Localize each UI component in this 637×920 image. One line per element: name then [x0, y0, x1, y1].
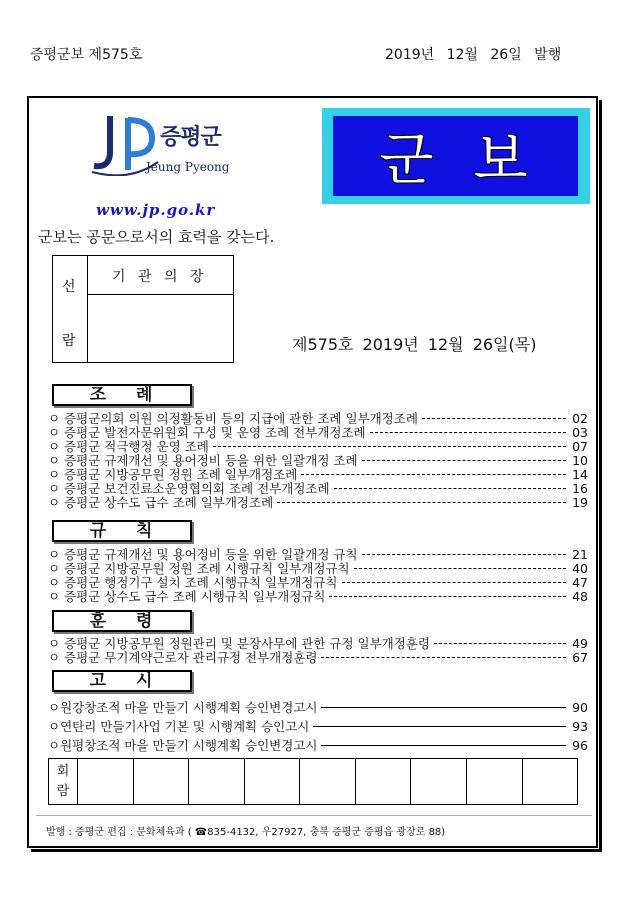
toc-label: ㅇ 증평군 보건진료소운영협의회 조례 전부개정조례	[48, 481, 330, 496]
toc-row[interactable]	[48, 650, 588, 664]
leader	[313, 726, 566, 727]
toc-label: ㅇ 증평군 적극행정 운영 조례	[48, 439, 209, 454]
toc-page: 93	[572, 718, 588, 734]
leader	[277, 502, 566, 503]
leader	[334, 488, 566, 489]
review-cell	[299, 759, 355, 804]
review-cell	[355, 759, 411, 804]
leader	[301, 474, 566, 475]
circulation-label-1: 선	[62, 279, 76, 295]
toc-page: 16	[572, 480, 588, 496]
toc-row[interactable]	[48, 589, 588, 603]
leader	[213, 446, 566, 447]
logo-subtitle: Jeung Pyeong	[146, 160, 230, 174]
review-cell	[188, 759, 244, 804]
toc-page: 40	[572, 560, 588, 576]
gazette-title: 군보	[379, 128, 568, 193]
leader	[321, 707, 566, 708]
review-cell	[77, 759, 133, 804]
website-link[interactable]: www.jp.go.kr	[96, 201, 216, 219]
toc-label: ㅇ 증평군 규제개선 및 용어정비 등을 위한 일괄개정 조례	[48, 453, 358, 468]
toc-page: 90	[572, 699, 588, 715]
review-table	[48, 758, 578, 805]
toc-label: ㅇ 증평군 지방공무원 정원 조례 시행규칙 일부개정규칙	[48, 561, 350, 576]
toc-page: 02	[572, 410, 588, 426]
toc-row[interactable]	[48, 738, 588, 752]
circulation-label-2: 람	[62, 333, 76, 349]
toc-label: ㅇ 증평군 행정기구 설치 조례 시행규칙 일부개정규칙	[48, 575, 338, 590]
review-cell	[133, 759, 189, 804]
toc-page: 07	[572, 438, 588, 454]
toc-label: ㅇ 증평군 지방공무원 정원 조례 일부개정조례	[48, 467, 298, 482]
section-notices: 고 시	[52, 670, 192, 692]
leader	[434, 643, 566, 644]
section-directives: 훈 령	[52, 610, 192, 632]
toc-label: ㅇ 증평군 지방공무원 정원관리 및 분장사무에 관한 규정 일부개정훈령	[48, 636, 430, 651]
footer-separator	[36, 815, 592, 816]
section-rules: 규 칙	[52, 520, 192, 542]
toc-page: 96	[572, 737, 588, 753]
toc-page: 03	[572, 424, 588, 440]
circulation-head: 기 관 의 장	[112, 269, 208, 285]
logo-name: 증평군	[160, 125, 221, 150]
toc-row[interactable]	[48, 719, 588, 733]
toc-label: ㅇ 증평군 무기계약근로자 관리규정 전부개정훈령	[48, 650, 318, 665]
toc-label: ㅇ원강창조적 마을 만들기 시행계획 승인변경고시	[48, 700, 318, 715]
toc-label: ㅇ 증평군 규제개선 및 용어정비 등을 위한 일괄개정 규칙	[48, 547, 358, 562]
section-ordinance: 조 례	[52, 384, 192, 406]
toc-label: ㅇ원평창조적 마을 만들기 시행계획 승인변경고시	[48, 738, 318, 753]
leader	[422, 418, 566, 419]
toc-page: 47	[572, 574, 588, 590]
footer-publisher: 발행 : 증평군 편집 : 문화체육과 ( ☎835-4132, 우27927, 충북 증평군 증평읍 광장로 88)	[46, 827, 446, 838]
toc-row[interactable]	[48, 495, 588, 509]
review-cell	[410, 759, 466, 804]
review-cell	[522, 759, 578, 804]
leader	[362, 554, 566, 555]
leader	[370, 432, 566, 433]
toc-page: 10	[572, 452, 588, 468]
issue-info: 제575호 2019년 12월 26일(목)	[292, 335, 537, 354]
publish-date: 2019년 12월 26일 발행	[385, 47, 562, 63]
toc-label: ㅇ 증평군의회 의원 의정활동비 등의 지급에 관한 조례 일부개정조례	[48, 411, 418, 426]
toc-label: ㅇ 증평군 발전자문위원회 구성 및 운영 조례 전부개정조례	[48, 425, 366, 440]
toc-label: ㅇ 증평군 상수도 급수 조례 일부개정조례	[48, 495, 274, 510]
toc-page: 19	[572, 494, 588, 510]
leader	[321, 745, 566, 746]
toc-label: ㅇ 증평군 상수도 급수 조례 시행규칙 일부개정규칙	[48, 589, 326, 604]
leader	[321, 657, 566, 658]
review-label-2: 람	[56, 783, 70, 799]
toc-page: 49	[572, 635, 588, 651]
leader	[362, 460, 566, 461]
toc-page: 67	[572, 649, 588, 665]
review-label	[49, 759, 77, 804]
notice-text: 군보는 공문으로서의 효력을 갖는다.	[38, 228, 275, 246]
review-cell	[466, 759, 522, 804]
toc-row[interactable]	[48, 700, 588, 714]
toc-page: 48	[572, 588, 588, 604]
gazette-number: 증평군보 제575호	[30, 47, 143, 63]
review-label-1: 회	[56, 763, 70, 779]
review-cell	[244, 759, 300, 804]
circulation-row-divider	[88, 294, 234, 295]
leader	[342, 582, 567, 583]
toc-label: ㅇ연탄리 만들기사업 기본 및 시행계획 승인고시	[48, 719, 310, 734]
toc-page: 14	[572, 466, 588, 482]
toc-page: 21	[572, 546, 588, 562]
leader	[329, 596, 566, 597]
leader	[354, 568, 566, 569]
